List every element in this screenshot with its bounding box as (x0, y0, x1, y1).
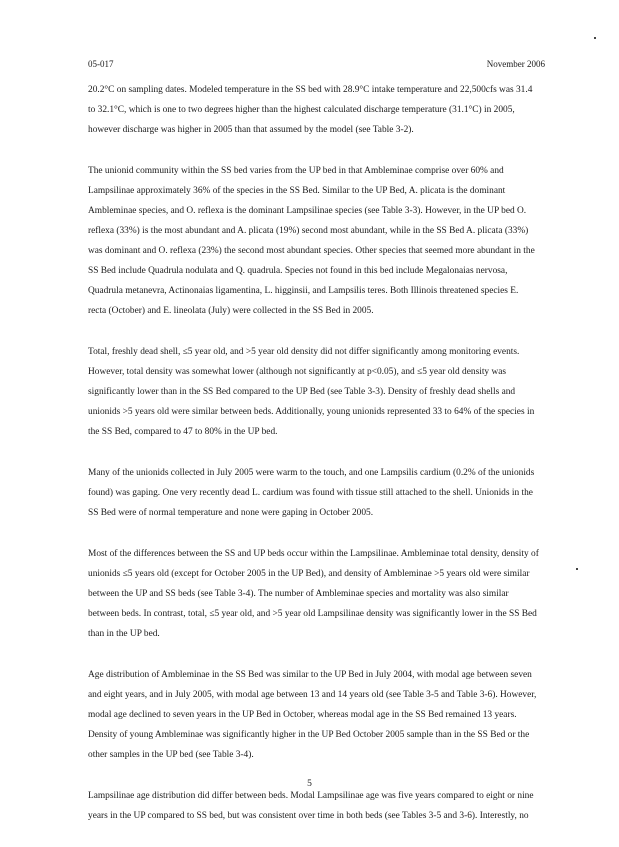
text-line: found) was gaping. One very recently dead L. cardium was found with tissue still attached to the shell. Unionids in the (88, 488, 533, 498)
paragraph-lampsilinae-differences (88, 544, 546, 644)
text-line: to 32.1°C, which is one to two degrees higher than the highest calculated discharge temperature (31.1°C) in 2005, (88, 105, 515, 115)
text-line: Ambleminae species, and O. reflexa is the dominant Lampsilinae species (see Table 3-3). However, in the UP bed O. (88, 206, 527, 216)
text-line: significantly lower than in the SS Bed compared to the UP Bed (see Table 3-3). Density of freshly dead shells and (88, 387, 516, 397)
scan-speck (576, 568, 578, 570)
text-line: Lampsilinae approximately 36% of the species in the SS Bed. Similar to the UP Bed, A. plicata is the dominant (88, 186, 506, 196)
text-line: The unionid community within the SS bed varies from the UP bed in that Ambleminae comprise over 60% and (88, 166, 504, 176)
paragraph-temperature (88, 80, 546, 140)
paragraph-community (88, 161, 546, 321)
text-line: SS Bed include Quadrula nodulata and Q. quadrula. Species not found in this bed include Megalonaias nervosa, (88, 266, 508, 276)
text-line: other samples in the UP bed (see Table 3-4). (88, 750, 254, 760)
paragraph-age-distribution (88, 665, 546, 765)
text-line: SS Bed were of normal temperature and none were gaping in October 2005. (88, 508, 374, 518)
text-line: reflexa (33%) is the most abundant and A. plicata (19%) second most abundant, while in the SS Bed A. plicata (33%) (88, 226, 529, 236)
text-line: modal age declined to seven years in the UP Bed in October, whereas modal age in the SS Bed remained 13 years. (88, 710, 517, 720)
text-line: between the UP and SS beds (see Table 3-4). The number of Ambleminae species and mortality was also similar (88, 589, 509, 599)
text-line: and eight years, and in July 2005, with modal age between 13 and 14 years old (see Table 3-5 and Table 3-6). However, (88, 690, 537, 700)
text-line: Density of young Ambleminae was significantly higher in the UP Bed October 2005 sample than in the SS Bed or the (88, 730, 530, 740)
text-line: than in the UP bed. (88, 629, 160, 639)
scan-speck (594, 37, 596, 39)
text-line: unionids ≤5 years old (except for October 2005 in the UP Bed), and density of Ambleminae >5 years old were similar (88, 569, 530, 579)
text-line: However, total density was somewhat lower (although not significantly at p<0.05), and ≤5 year old density was (88, 367, 507, 377)
document-id: 05-017 (88, 59, 114, 69)
text-line: however discharge was higher in 2005 than that assumed by the model (see Table 3-2). (88, 125, 414, 135)
text-line: years in the UP compared to SS bed, but was consistent over time in both beds (see Tables 3-5 and 3-6). Interestly, no (88, 811, 529, 821)
paragraph-density (88, 342, 546, 442)
text-line: Lampsilinae age distribution did differ between beds. Modal Lampsilinae age was five years compared to eight or nine (88, 791, 534, 801)
page-number: 5 (307, 779, 312, 789)
text-line: 20.2°C on sampling dates. Modeled temperature in the SS bed with 28.9°C intake temperature and 22,500cfs was 31.4 (88, 85, 533, 95)
body-text (88, 80, 546, 847)
text-line: Most of the differences between the SS and UP beds occur within the Lampsilinae. Ambleminae total density, density of (88, 549, 539, 559)
paragraph-july-observations (88, 463, 546, 523)
text-line: the SS Bed, compared to 47 to 80% in the UP bed. (88, 427, 278, 437)
text-line: Many of the unionids collected in July 2005 were warm to the touch, and one Lampsilis cardium (0.2% of the unionids (88, 468, 535, 478)
text-line: Total, freshly dead shell, ≤5 year old, and >5 year old density did not differ significantly among monitoring events. (88, 347, 520, 357)
text-line: recta (October) and E. lineolata (July) were collected in the SS Bed in 2005. (88, 306, 374, 316)
paragraph-lampsilinae-age (88, 786, 546, 826)
text-line: unionids >5 years old were similar between beds. Additionally, young unionids represented 33 to 64% of the species in (88, 407, 535, 417)
document-date: November 2006 (486, 59, 545, 69)
text-line: Quadrula metanevra, Actinonaias ligamentina, L. higginsii, and Lampsilis teres. Both Illinois threatened species E. (88, 286, 519, 296)
text-line: Age distribution of Ambleminae in the SS Bed was similar to the UP Bed in July 2004, with modal age between seven (88, 670, 532, 680)
text-line: between beds. In contrast, total, ≤5 year old, and >5 year old Lampsilinae density was significantly lower in the SS Bed (88, 609, 537, 619)
text-line: was dominant and O. reflexa (23%) the second most abundant species. Other species that seemed more abundant in the (88, 246, 535, 256)
